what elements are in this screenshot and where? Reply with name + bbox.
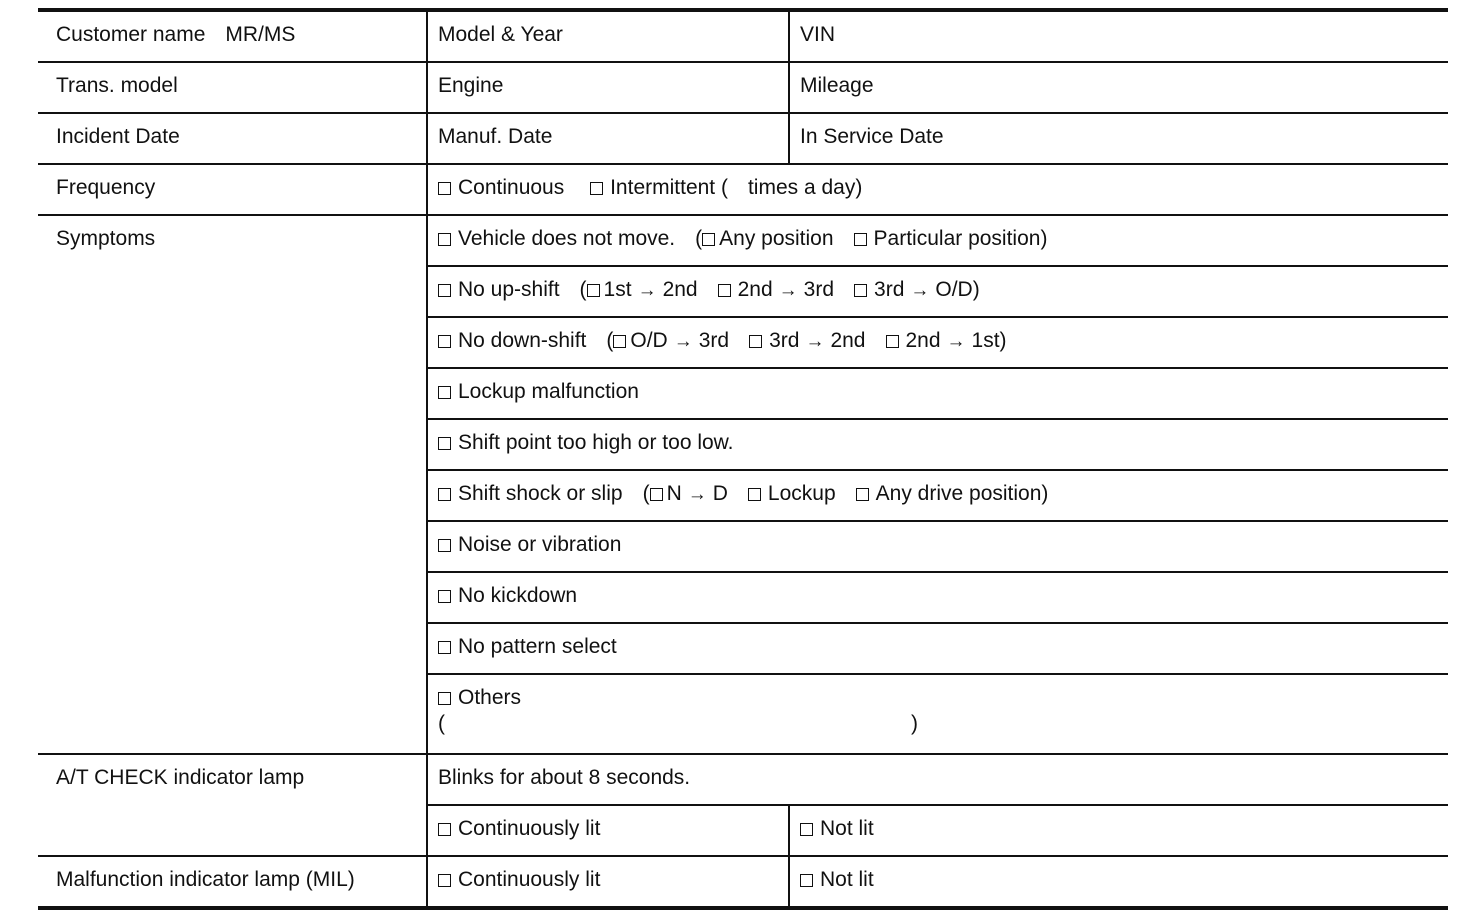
continuous-checkbox[interactable] — [438, 182, 451, 195]
row-dates — [38, 113, 1448, 164]
symptom-noise — [427, 521, 1448, 572]
kickdown-label: No kickdown — [458, 584, 578, 607]
mil-not-lit-checkbox[interactable] — [800, 874, 813, 887]
right-arrow-icon: → — [946, 331, 966, 352]
row-mil — [38, 856, 1448, 908]
trans-model-cell[interactable] — [38, 62, 427, 113]
at-continuously-lit-checkbox[interactable] — [438, 823, 451, 836]
pattern-select-label: No pattern select — [458, 635, 617, 658]
downshift-2-1-to: 1st) — [971, 329, 1007, 352]
shock-n: N — [666, 482, 682, 505]
lockup-malfunction-label: Lockup malfunction — [458, 380, 639, 403]
engine-label: Engine — [438, 74, 504, 97]
customer-title: MR/MS — [225, 23, 296, 46]
symptoms-label-cell — [38, 215, 427, 754]
symptom-no-downshift: No down-shift ( O/D → 3rd 3rd → 2nd 2nd → 1st) — [427, 317, 1448, 368]
particular-position-label: Particular position) — [873, 227, 1048, 250]
symptom-no-move — [427, 215, 1448, 266]
any-position-checkbox[interactable] — [702, 233, 715, 246]
pattern-select-checkbox[interactable] — [438, 641, 451, 654]
row-customer — [38, 10, 1448, 62]
mil-continuously-lit — [427, 856, 789, 908]
shift-shock-label: Shift shock or slip — [458, 482, 623, 505]
downshift-od-3-to: 3rd — [698, 329, 730, 352]
others-paren-open: ( — [438, 712, 445, 736]
at-blinks-label: Blinks for about 8 seconds. — [438, 766, 691, 789]
trans-model-label: Trans. model — [56, 74, 178, 97]
shift-point-checkbox[interactable] — [438, 437, 451, 450]
row-symptom-no-move — [38, 215, 1448, 266]
upshift-3-od-from: 3rd — [874, 278, 905, 301]
no-downshift-label: No down-shift — [458, 329, 587, 352]
vin-label: VIN — [800, 23, 836, 46]
mil-label: Malfunction indicator lamp (MIL) — [56, 868, 355, 891]
no-downshift-checkbox[interactable] — [438, 335, 451, 348]
worksheet-table — [38, 8, 1448, 910]
right-arrow-icon: → — [687, 484, 707, 505]
frequency-options — [427, 164, 1448, 215]
shift-point-label: Shift point too high or too low. — [458, 431, 734, 454]
diagnostic-worksheet — [38, 8, 1448, 910]
at-not-lit-label: Not lit — [820, 817, 874, 840]
mil-label-cell — [38, 856, 427, 908]
mil-continuously-lit-label: Continuously lit — [458, 868, 601, 891]
manuf-date-label: Manuf. Date — [438, 125, 553, 148]
at-continuously-lit — [427, 805, 789, 856]
in-service-date-cell[interactable] — [789, 113, 1448, 164]
row-frequency — [38, 164, 1448, 215]
right-arrow-icon: → — [778, 280, 798, 301]
upshift-1-2-from: 1st — [603, 278, 632, 301]
mil-not-lit-label: Not lit — [820, 868, 874, 891]
at-not-lit-checkbox[interactable] — [800, 823, 813, 836]
downshift-3-2-from: 3rd — [769, 329, 800, 352]
no-move-label: Vehicle does not move. — [458, 227, 676, 250]
manuf-date-cell[interactable] — [427, 113, 789, 164]
right-arrow-icon: → — [805, 331, 825, 352]
row-at-check-blinks — [38, 754, 1448, 805]
downshift-3-2-checkbox[interactable] — [749, 335, 762, 348]
shock-d: D — [712, 482, 728, 505]
upshift-3-od-to: O/D) — [935, 278, 980, 301]
shock-any-drive-checkbox[interactable] — [856, 488, 869, 501]
frequency-label-cell — [38, 164, 427, 215]
at-check-label: A/T CHECK indicator lamp — [56, 766, 305, 789]
shock-n-d-checkbox[interactable] — [650, 488, 663, 501]
upshift-1-2-to: 2nd — [662, 278, 698, 301]
no-upshift-checkbox[interactable] — [438, 284, 451, 297]
upshift-2-3-from: 2nd — [737, 278, 773, 301]
downshift-od-3-checkbox[interactable] — [613, 335, 626, 348]
upshift-2-3-to: 3rd — [803, 278, 835, 301]
intermittent-label: Intermittent ( — [610, 176, 728, 199]
no-upshift-label: No up-shift — [458, 278, 560, 301]
particular-position-checkbox[interactable] — [854, 233, 867, 246]
shock-any-drive-label: Any drive position) — [875, 482, 1049, 505]
mil-continuously-lit-checkbox[interactable] — [438, 874, 451, 887]
in-service-date-label: In Service Date — [800, 125, 944, 148]
shock-lockup-checkbox[interactable] — [748, 488, 761, 501]
mileage-label: Mileage — [800, 74, 874, 97]
symptom-shift-point — [427, 419, 1448, 470]
paren-open: ( — [695, 227, 703, 250]
incident-date-label: Incident Date — [56, 125, 180, 148]
others-checkbox[interactable] — [438, 692, 451, 705]
no-move-checkbox[interactable] — [438, 233, 451, 246]
customer-name-cell[interactable] — [38, 10, 427, 62]
at-continuously-lit-label: Continuously lit — [458, 817, 601, 840]
shift-shock-checkbox[interactable] — [438, 488, 451, 501]
model-year-label: Model & Year — [438, 23, 563, 46]
noise-label: Noise or vibration — [458, 533, 622, 556]
downshift-2-1-checkbox[interactable] — [886, 335, 899, 348]
lockup-malfunction-checkbox[interactable] — [438, 386, 451, 399]
mileage-cell[interactable] — [789, 62, 1448, 113]
downshift-2-1-from: 2nd — [905, 329, 941, 352]
incident-date-cell[interactable] — [38, 113, 427, 164]
continuous-label: Continuous — [458, 176, 565, 199]
upshift-3-od-checkbox[interactable] — [854, 284, 867, 297]
others-paren-close: ) — [911, 712, 918, 736]
downshift-od-3-from: O/D — [630, 329, 668, 352]
upshift-1-2-checkbox[interactable] — [587, 284, 600, 297]
at-check-label-cell — [38, 754, 427, 856]
right-arrow-icon: → — [673, 331, 693, 352]
shock-lockup-label: Lockup — [767, 482, 836, 505]
symptom-kickdown — [427, 572, 1448, 623]
symptoms-label: Symptoms — [56, 227, 156, 250]
frequency-label: Frequency — [56, 176, 156, 199]
times-a-day-label: times a day) — [747, 176, 863, 199]
symptom-pattern — [427, 623, 1448, 674]
model-year-cell[interactable] — [427, 10, 789, 62]
noise-checkbox[interactable] — [438, 539, 451, 552]
engine-cell[interactable] — [427, 62, 789, 113]
right-arrow-icon: → — [637, 280, 657, 301]
symptom-lockup — [427, 368, 1448, 419]
symptom-others — [427, 674, 1448, 754]
right-arrow-icon: → — [910, 280, 930, 301]
row-trans — [38, 62, 1448, 113]
any-position-label: Any position — [719, 227, 834, 250]
vin-cell[interactable] — [789, 10, 1448, 62]
kickdown-checkbox[interactable] — [438, 590, 451, 603]
customer-name-label: Customer name — [56, 23, 206, 46]
others-label: Others — [458, 686, 522, 709]
at-not-lit — [789, 805, 1448, 856]
at-check-blinks — [427, 754, 1448, 805]
symptom-no-upshift: No up-shift ( 1st → 2nd 2nd → 3rd 3rd → O/D) — [427, 266, 1448, 317]
intermittent-checkbox[interactable] — [590, 182, 603, 195]
symptom-shift-shock: Shift shock or slip ( N → D Lockup Any drive position) — [427, 470, 1448, 521]
mil-not-lit — [789, 856, 1448, 908]
downshift-3-2-to: 2nd — [830, 329, 866, 352]
upshift-2-3-checkbox[interactable] — [718, 284, 731, 297]
others-detail-field[interactable] — [438, 711, 1440, 737]
